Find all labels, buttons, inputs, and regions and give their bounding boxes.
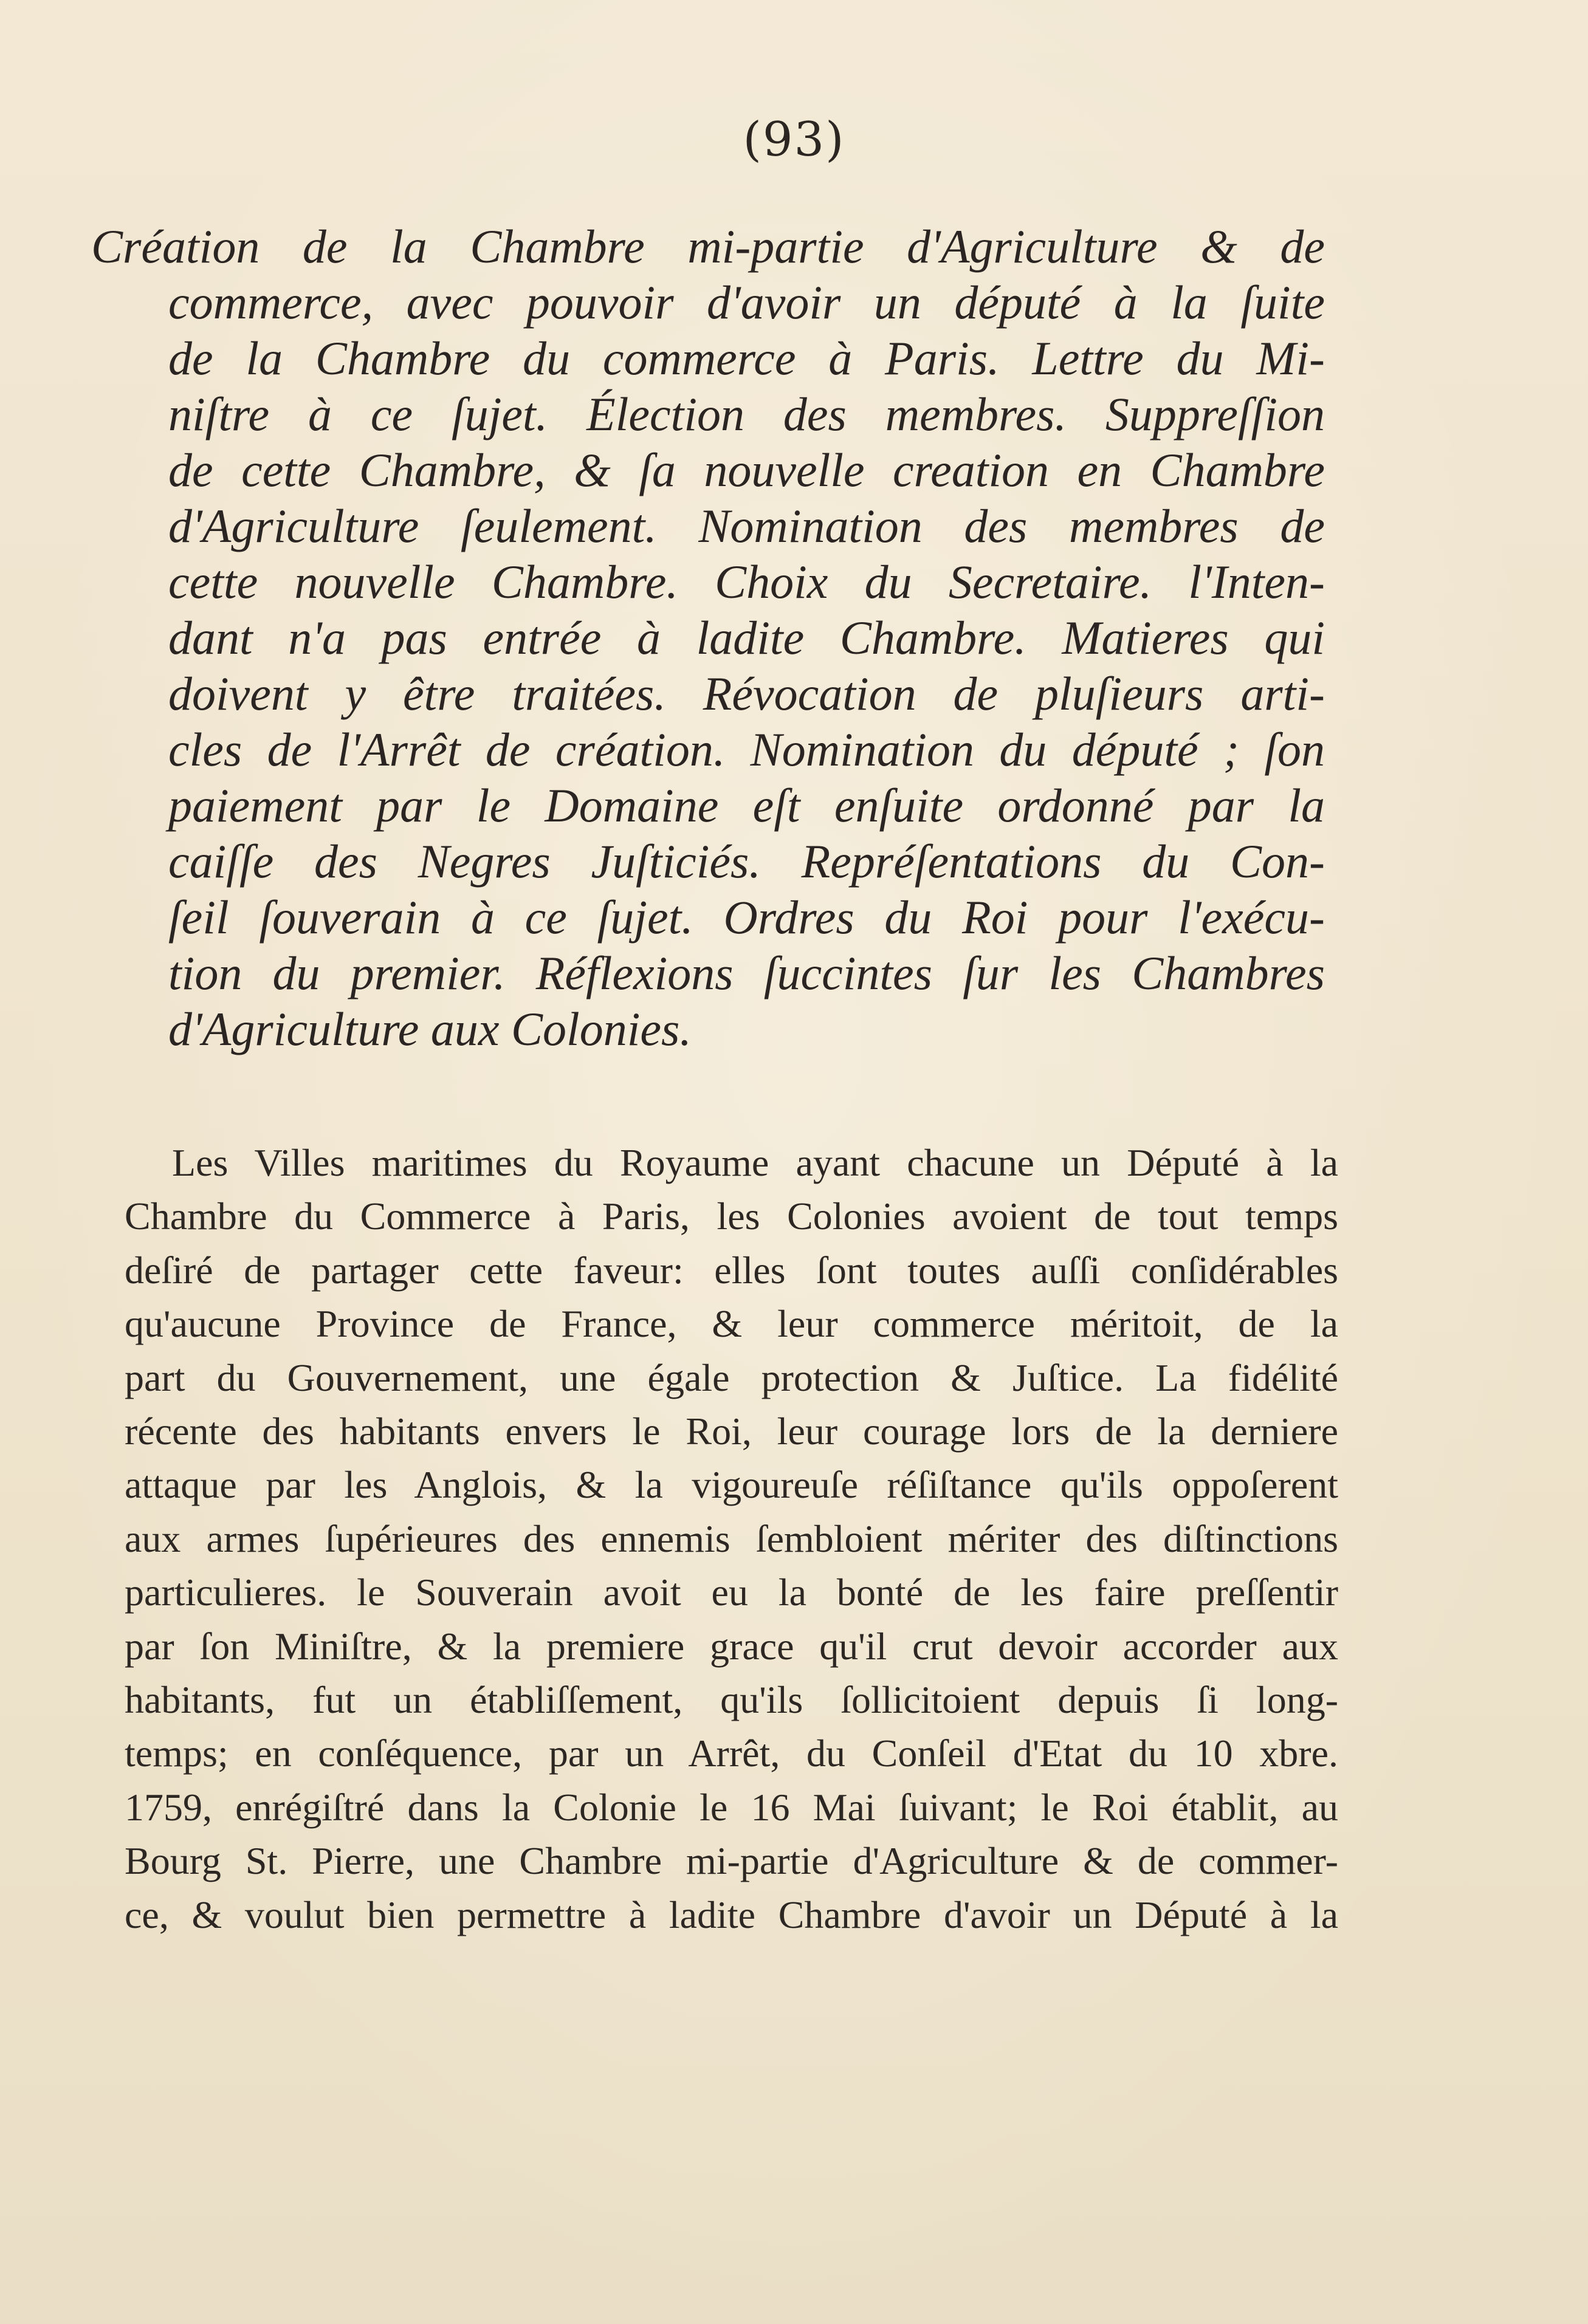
- body-line: Les Villes maritimes du Royaume ayant chacune un Député à la: [172, 1141, 1338, 1184]
- body-line: part du Gouvernement, une égale protection & Juſtice. La fidélité: [125, 1356, 1338, 1399]
- body-line: récente des habitants envers le Roi, leur courage lors de la derniere: [125, 1410, 1338, 1453]
- body-line: Bourg St. Pierre, une Chambre mi-partie d'Agriculture & de commer-: [125, 1839, 1338, 1883]
- summary-line: de cette Chambre, & ſa nouvelle creation en Chambre: [168, 444, 1325, 496]
- body-line: par ſon Miniſtre, & la premiere grace qu'il crut devoir accorder aux: [125, 1624, 1338, 1668]
- body-line: temps; en conſéquence, par un Arrêt, du Conſeil d'Etat du 10 xbre.: [125, 1732, 1338, 1775]
- summary-line: paiement par le Domaine eſt enſuite ordonné par la: [168, 779, 1325, 832]
- summary-line: d'Agriculture ſeulement. Nomination des membres de: [168, 499, 1325, 552]
- body-line: habitants, fut un établiſſement, qu'ils ſollicitoient depuis ſi long-: [125, 1678, 1338, 1722]
- summary-line: ſeil ſouverain à ce ſujet. Ordres du Roi pour l'exécu-: [168, 891, 1325, 944]
- body-line: attaque par les Anglois, & la vigoureuſe réſiſtance qu'ils oppoſerent: [125, 1463, 1338, 1507]
- summary-line: dant n'a pas entrée à ladite Chambre. Matieres qui: [168, 611, 1325, 664]
- summary-line: doivent y être traitées. Révocation de pluſieurs arti-: [168, 667, 1325, 720]
- summary-line: caiſſe des Negres Juſticiés. Repréſentations du Con-: [168, 835, 1325, 888]
- summary-line: de la Chambre du commerce à Paris. Lettre du Mi-: [168, 332, 1325, 385]
- summary-line: niſtre à ce ſujet. Élection des membres. Suppreſſion: [168, 388, 1325, 440]
- body-line: ce, & voulut bien permettre à ladite Chambre d'avoir un Député à la: [125, 1893, 1338, 1936]
- body-line: qu'aucune Province de France, & leur commerce méritoit, de la: [125, 1302, 1338, 1346]
- summary-line: cette nouvelle Chambre. Choix du Secretaire. l'Inten-: [168, 555, 1325, 608]
- summary-line: commerce, avec pouvoir d'avoir un député à la ſuite: [168, 276, 1325, 329]
- body-paragraph: [125, 1136, 1338, 1942]
- chapter-summary: [91, 219, 1325, 1057]
- body-line: Chambre du Commerce à Paris, les Colonies avoient de tout temps: [125, 1195, 1338, 1238]
- body-line: deſiré de partager cette faveur: elles ſont toutes auſſi conſidérables: [125, 1248, 1338, 1292]
- body-line: aux armes ſupérieures des ennemis ſembloient mériter des diſtinctions: [125, 1517, 1338, 1560]
- summary-line: d'Agriculture aux Colonies.: [168, 1003, 692, 1055]
- summary-line: Création de la Chambre mi-partie d'Agriculture & de: [91, 220, 1325, 273]
- summary-line: cles de l'Arrêt de création. Nomination du député ; ſon: [168, 723, 1325, 776]
- summary-line: tion du premier. Réflexions ſuccintes ſur les Chambres: [168, 947, 1325, 999]
- body-line: 1759, enrégiſtré dans la Colonie le 16 Mai ſuivant; le Roi établit, au: [125, 1785, 1338, 1829]
- page-number: (93): [743, 112, 845, 167]
- body-line: particulieres. le Souverain avoit eu la bonté de les faire preſſentir: [125, 1571, 1338, 1614]
